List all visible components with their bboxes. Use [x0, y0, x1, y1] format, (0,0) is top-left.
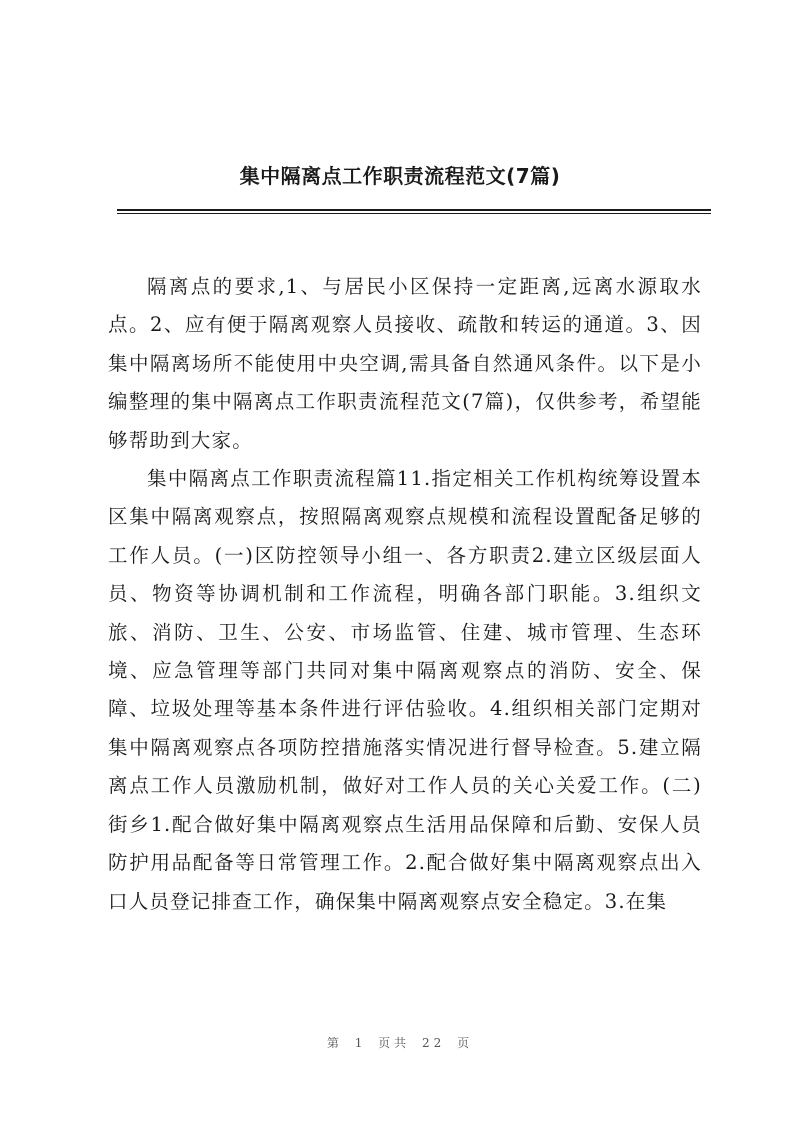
paragraph-intro: 隔离点的要求,1、与居民小区保持一定距离,远离水源取水点。2、应有便于隔离观察人员接收、疏散和转运的通道。3、因集中隔离场所不能使用中央空调,需具备自然通风条件。以下是小编整理的集中隔离点工作职责流程范文(7篇)，仅供参考，希望能够帮助到大家。	[108, 275, 702, 452]
footer-page-suffix: 页	[457, 1036, 474, 1050]
document-title: 集中隔离点工作职责流程范文(7篇)	[239, 164, 561, 188]
document-body	[108, 268, 702, 921]
title-divider-thin	[117, 213, 711, 214]
footer-page-label: 第	[326, 1036, 343, 1050]
footer-page-number: 1	[354, 1036, 367, 1050]
paragraph-section-1: 集中隔离点工作职责流程篇11.指定相关工作机构统筹设置本区集中隔离观察点，按照隔离观察点规模和流程设置配备足够的工作人员。(一)区防控领导小组一、各方职责2.建立区级层面人员、物资等协调机制和工作流程，明确各部门职能。3.组织文旅、消防、卫生、公安、市场监管、住建、城市管理、生态环境、应急管理等部门共同对集中隔离观察点的消防、安全、保障、垃圾处理等基本条件进行评估验收。4.组织相关部门定期对集中隔离观察点各项防控措施落实情况进行督导检查。5.建立隔离点工作人员激励机制，做好对工作人员的关心关爱工作。(二)街乡1.配合做好集中隔离观察点生活用品保障和后勤、安保人员防护用品配备等日常管理工作。2.配合做好集中隔离观察点出入口人员登记排查工作，确保集中隔离观察点安全稳定。3.在集	[108, 467, 702, 913]
page-footer	[0, 1034, 800, 1051]
footer-page-of: 页共	[378, 1036, 411, 1050]
footer-total-pages: 22	[422, 1036, 446, 1050]
title-divider	[117, 209, 711, 211]
